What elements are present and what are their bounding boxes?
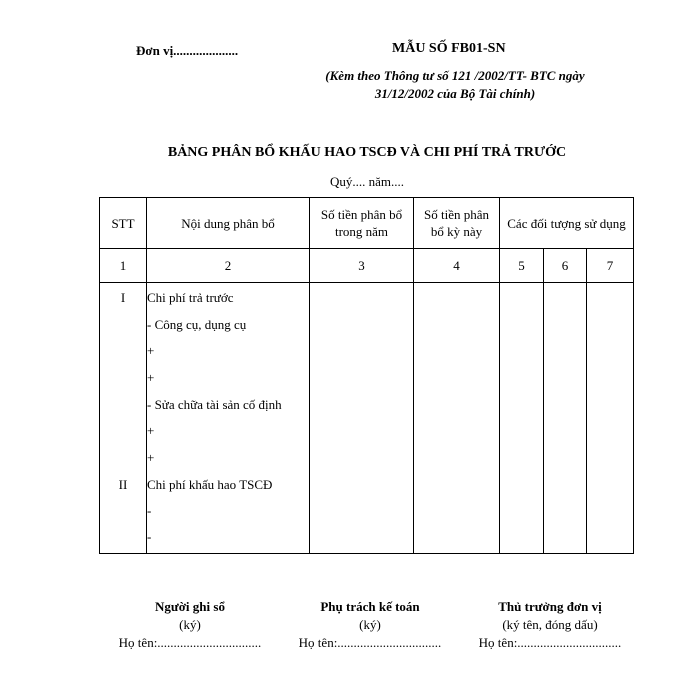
column-number: 7 <box>587 249 634 283</box>
signature-hint: (ký) <box>179 617 201 632</box>
period-amount-cell <box>414 283 500 554</box>
column-number: 2 <box>147 249 310 283</box>
content-cell <box>147 283 310 554</box>
column-number: 1 <box>100 249 147 283</box>
unit-label: Đơn vị.................... <box>136 43 239 58</box>
column-number: 3 <box>310 249 414 283</box>
header-stt: STT <box>100 198 147 249</box>
content-row: Chi phí khấu hao TSCĐ <box>147 477 273 492</box>
content-row: + <box>147 423 155 438</box>
header-year-amount-line-2: trong năm <box>334 224 389 239</box>
legal-note <box>300 67 610 103</box>
header-period-amount-line-1: Số tiền phân <box>424 207 489 222</box>
column-number: 5 <box>500 249 544 283</box>
header-period-amount-line-2: bổ kỳ này <box>430 224 483 239</box>
content-row: - <box>147 503 152 518</box>
table-body-row <box>100 283 634 554</box>
signature-hint: (ký tên, đóng dấu) <box>502 617 598 632</box>
content-row: - Công cụ, dụng cụ <box>147 317 247 332</box>
header-content: Nội dung phân bổ <box>147 198 310 249</box>
document-title: BẢNG PHÂN BỔ KHẤU HAO TSCĐ VÀ CHI PHÍ TRẢ TRƯỚC <box>167 145 567 160</box>
header-year-amount-line-1: Số tiền phân bổ <box>320 207 403 222</box>
signature-role: Người ghi sổ <box>155 599 225 614</box>
signature-chief-accountant <box>280 598 460 652</box>
header-year-amount <box>310 198 414 249</box>
signature-recorder <box>100 598 280 652</box>
signature-role: Phụ trách kế toán <box>320 599 420 614</box>
content-row: - Sửa chữa tài sản cố định <box>147 397 282 412</box>
year-amount-cell <box>310 283 414 554</box>
signature-name-line: Họ tên:................................ <box>478 635 622 650</box>
content-row: + <box>147 450 155 465</box>
form-code: MẪU SỐ FB01-SN <box>392 41 506 56</box>
header-row <box>100 198 634 249</box>
target-cell <box>587 283 634 554</box>
period-label: Quý.... năm.... <box>329 174 405 189</box>
signature-role: Thủ trưởng đơn vị <box>498 599 602 614</box>
target-cell <box>544 283 587 554</box>
header-targets: Các đối tượng sử dụng <box>500 198 634 249</box>
content-row: Chi phí trả trước <box>147 290 234 305</box>
content-row: + <box>147 343 155 358</box>
signature-name-line: Họ tên:................................ <box>298 635 442 650</box>
signature-hint: (ký) <box>359 617 381 632</box>
header-period-amount <box>414 198 500 249</box>
column-number: 4 <box>414 249 500 283</box>
legal-note-line-1: (Kèm theo Thông tư số 121 /2002/TT- BTC ngày <box>325 68 585 83</box>
signature-name-line: Họ tên:................................ <box>118 635 262 650</box>
target-cell <box>500 283 544 554</box>
column-number-row <box>100 249 634 283</box>
column-number: 6 <box>544 249 587 283</box>
content-row: + <box>147 370 155 385</box>
stt-value: I <box>120 290 126 305</box>
stt-value: II <box>118 477 128 492</box>
legal-note-line-2: 31/12/2002 của Bộ Tài chính) <box>374 86 536 101</box>
stt-cell <box>100 283 147 554</box>
content-row: - <box>147 529 152 544</box>
signature-head-of-unit <box>460 598 640 652</box>
allocation-table <box>99 197 634 554</box>
